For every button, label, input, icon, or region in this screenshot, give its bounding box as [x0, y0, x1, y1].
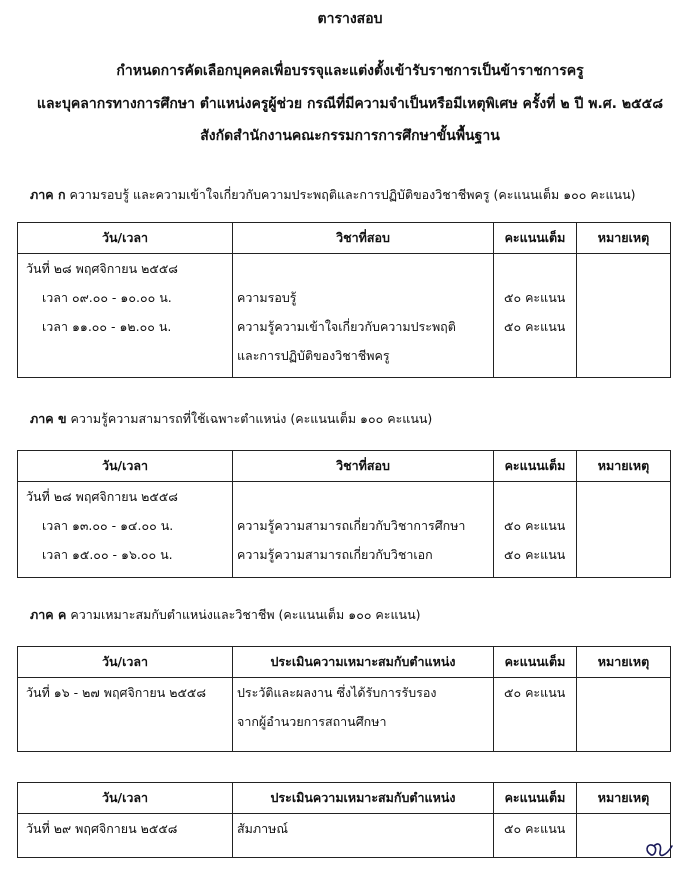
subject-text: ความรู้ความสามารถเกี่ยวกับวิชาการศึกษา	[237, 518, 466, 533]
subject-text: จากผู้อำนวยการสถานศึกษา	[237, 714, 387, 729]
score-text: ๕๐ คะแนน	[504, 290, 566, 305]
col-header-datetime: วัน/เวลา	[18, 647, 233, 678]
section-b-heading	[30, 409, 432, 429]
col-header-assessment: ประเมินความเหมาะสมกับตำแหน่ง	[233, 647, 494, 678]
section-a-label: ภาค ก	[30, 187, 66, 202]
table-header-row	[18, 783, 671, 814]
table-header-row	[18, 451, 671, 482]
score-text: ๕๐ คะแนน	[504, 518, 566, 533]
section-a-heading	[30, 185, 636, 205]
header-line-1: กำหนดการคัดเลือกบุคคลเพื่อบรรจุและแต่งตั้งเข้ารับราชการเป็นข้าราชการครู	[116, 63, 584, 79]
subject-cell	[233, 814, 494, 858]
col-header-datetime: วัน/เวลา	[18, 223, 233, 254]
exam-date: วันที่ ๒๙ พฤศจิกายน ๒๕๕๘	[26, 821, 178, 836]
col-header-subject: วิชาที่สอบ	[233, 451, 494, 482]
header-line-2: และบุคลากรทางการศึกษา ตำแหน่งครูผู้ช่วย กรณีที่มีความจำเป็นหรือมีเหตุพิเศษ ครั้งที่ ๒ ปี พ.ศ. ๒๕๕๘	[36, 96, 664, 112]
exam-date: วันที่ ๒๘ พฤศจิกายน ๒๕๕๘	[26, 489, 178, 504]
score-cell	[494, 254, 577, 378]
table-interview	[17, 782, 671, 858]
section-a-desc: ความรอบรู้ และความเข้าใจเกี่ยวกับความประพฤติและการปฏิบัติของวิชาชีพครู (คะแนนเต็ม ๑๐๐ คะแนน)	[69, 187, 636, 202]
table-section-a	[17, 222, 671, 378]
col-header-score: คะแนนเต็ม	[494, 647, 577, 678]
section-c-heading	[30, 605, 421, 625]
table-section-b	[17, 450, 671, 578]
subject-text: ความรู้ความเข้าใจเกี่ยวกับความประพฤติ	[237, 319, 456, 334]
subject-text: สัมภาษณ์	[237, 821, 288, 836]
datetime-cell	[18, 254, 233, 378]
section-b-label: ภาค ข	[30, 411, 67, 426]
subject-cell	[233, 678, 494, 752]
col-header-remark: หมายเหตุ	[577, 223, 671, 254]
subject-cell	[233, 254, 494, 378]
exam-time: เวลา ๑๕.๐๐ - ๑๖.๐๐ น.	[42, 547, 173, 562]
remark-cell	[577, 678, 671, 752]
table-header-row	[18, 223, 671, 254]
col-header-score: คะแนนเต็ม	[494, 783, 577, 814]
header-line-3: สังกัดสำนักงานคณะกรรมการการศึกษาขั้นพื้นฐาน	[200, 128, 500, 144]
subject-text: ความรอบรู้	[237, 290, 297, 305]
page-title: ตารางสอบ	[317, 11, 383, 27]
section-c-desc: ความเหมาะสมกับตำแหน่งและวิชาชีพ (คะแนนเต็ม ๑๐๐ คะแนน)	[70, 607, 421, 622]
score-text: ๕๐ คะแนน	[504, 685, 566, 700]
datetime-cell	[18, 678, 233, 752]
col-header-remark: หมายเหตุ	[577, 451, 671, 482]
datetime-cell	[18, 482, 233, 578]
handwritten-initial	[642, 836, 678, 864]
subject-text: และการปฏิบัติของวิชาชีพครู	[237, 348, 390, 363]
score-cell	[494, 482, 577, 578]
table-row	[18, 482, 671, 578]
col-header-score: คะแนนเต็ม	[494, 451, 577, 482]
score-text: ๕๐ คะแนน	[504, 821, 566, 836]
exam-time: เวลา ๐๙.๐๐ - ๑๐.๐๐ น.	[42, 290, 172, 305]
section-c-label: ภาค ค	[30, 607, 67, 622]
col-header-score: คะแนนเต็ม	[494, 223, 577, 254]
subject-text: ความรู้ความสามารถเกี่ยวกับวิชาเอก	[237, 547, 433, 562]
remark-cell	[577, 482, 671, 578]
score-text: ๕๐ คะแนน	[504, 319, 566, 334]
table-row	[18, 254, 671, 378]
section-b-desc: ความรู้ความสามารถที่ใช้เฉพาะตำแหน่ง (คะแนนเต็ม ๑๐๐ คะแนน)	[70, 411, 433, 426]
col-header-remark: หมายเหตุ	[577, 647, 671, 678]
subject-cell	[233, 482, 494, 578]
datetime-cell	[18, 814, 233, 858]
exam-date: วันที่ ๑๖ - ๒๗ พฤศจิกายน ๒๕๕๘	[26, 685, 207, 700]
col-header-datetime: วัน/เวลา	[18, 451, 233, 482]
exam-time: เวลา ๑๓.๐๐ - ๑๔.๐๐ น.	[42, 518, 174, 533]
col-header-subject: วิชาที่สอบ	[233, 223, 494, 254]
col-header-datetime: วัน/เวลา	[18, 783, 233, 814]
remark-cell	[577, 254, 671, 378]
subject-text: ประวัติและผลงาน ซึ่งได้รับการรับรอง	[237, 685, 437, 700]
col-header-assessment: ประเมินความเหมาะสมกับตำแหน่ง	[233, 783, 494, 814]
score-cell	[494, 814, 577, 858]
table-section-c	[17, 646, 671, 752]
exam-time: เวลา ๑๑.๐๐ - ๑๒.๐๐ น.	[42, 319, 172, 334]
col-header-remark: หมายเหตุ	[577, 783, 671, 814]
table-row	[18, 814, 671, 858]
score-text: ๕๐ คะแนน	[504, 547, 566, 562]
exam-date: วันที่ ๒๘ พฤศจิกายน ๒๕๕๘	[26, 261, 178, 276]
table-row	[18, 678, 671, 752]
table-header-row	[18, 647, 671, 678]
score-cell	[494, 678, 577, 752]
